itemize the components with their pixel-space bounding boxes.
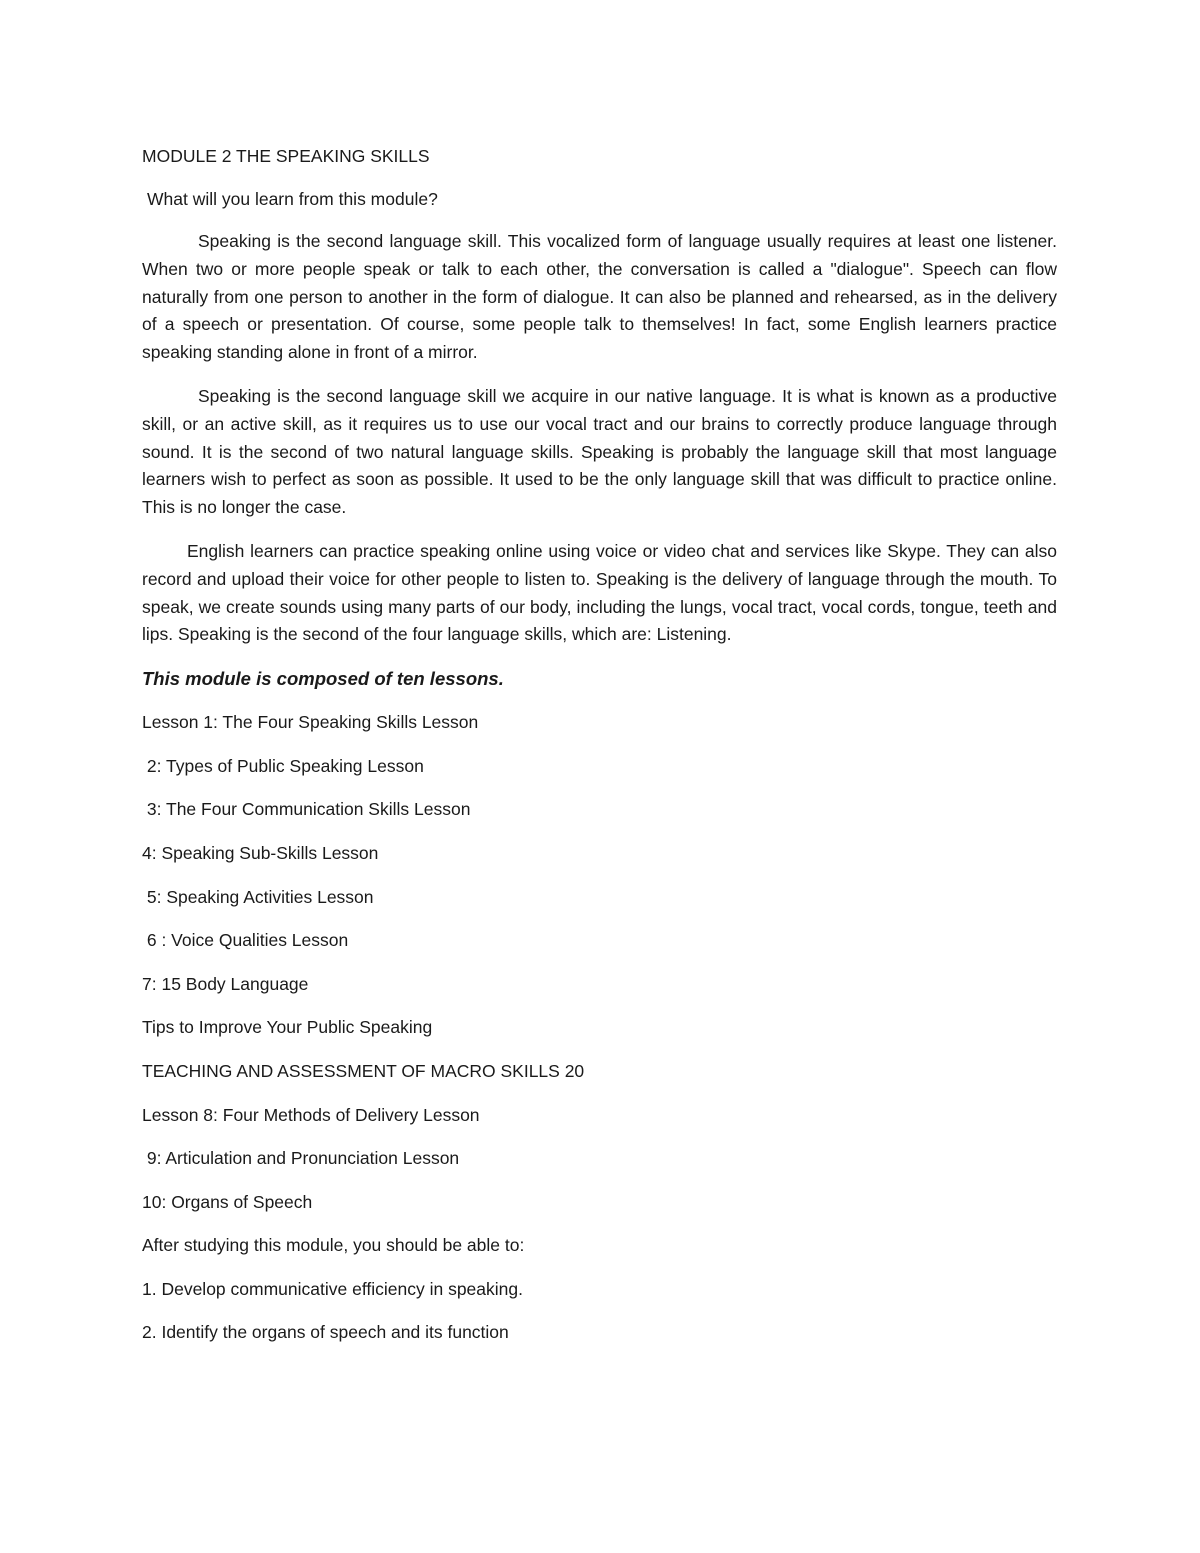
lesson-item: 4: Speaking Sub-Skills Lesson [142, 842, 379, 863]
lesson-item: 5: Speaking Activities Lesson [142, 886, 374, 907]
module-title: MODULE 2 THE SPEAKING SKILLS [142, 146, 430, 166]
module-subtitle: What will you learn from this module? [147, 189, 438, 209]
lesson-item: 10: Organs of Speech [142, 1191, 313, 1212]
objectives-heading: After studying this module, you should be able to: [142, 1235, 525, 1256]
lesson-item: Tips to Improve Your Public Speaking [142, 1017, 433, 1038]
lesson-list [142, 708, 1057, 1216]
lesson-item: 6 : Voice Qualities Lesson [142, 930, 349, 951]
lesson-item: 2: Types of Public Speaking Lesson [142, 755, 424, 776]
objective-item: 1. Develop communicative efficiency in speaking. [142, 1278, 523, 1299]
lesson-item: 9: Articulation and Pronunciation Lesson [142, 1148, 460, 1169]
lesson-item: TEACHING AND ASSESSMENT OF MACRO SKILLS 20 [142, 1060, 585, 1081]
paragraph-2: Speaking is the second language skill we acquire in our native language. It is what is known as a productive skill, or an active skill, as it requires us to use our vocal tract and our brains to correctly produce language through sound. It is the second of two natural language skills. Speaking is probably the language skill that most language learners wish to perfect as soon as possible. It used to be the only language skill that was difficult to practice online. This is no longer the case. [142, 385, 1057, 518]
paragraph-1: Speaking is the second language skill. This vocalized form of language usually requires at least one listener. When two or more people speak or talk to each other, the conversation is called a "dialogue". Speech can flow naturally from one person to another in the form of dialogue. It can also be planned and rehearsed, as in the delivery of a speech or presentation. Of course, some people talk to themselves! In fact, some English learners practice speaking standing alone in front of a mirror. [142, 231, 1057, 363]
lesson-item: Lesson 1: The Four Speaking Skills Lesson [142, 712, 479, 733]
objective-item: 2. Identify the organs of speech and its function [142, 1322, 509, 1343]
lesson-item: 3: The Four Communication Skills Lesson [142, 799, 471, 820]
lesson-item: Lesson 8: Four Methods of Delivery Lesson [142, 1104, 480, 1125]
lesson-item: 7: 15 Body Language [142, 973, 309, 994]
lessons-heading: This module is composed of ten lessons. [142, 668, 504, 690]
paragraph-3: English learners can practice speaking online using voice or video chat and services like Skype. They can also record and upload their voice for other people to listen to. Speaking is the delivery of language through the mouth. To speak, we create sounds using many parts of our body, including the lungs, vocal tract, vocal cords, tongue, teeth and lips. Speaking is the second of the four language skills, which are: Listening. [142, 540, 1057, 645]
objective-list [142, 1275, 1057, 1347]
